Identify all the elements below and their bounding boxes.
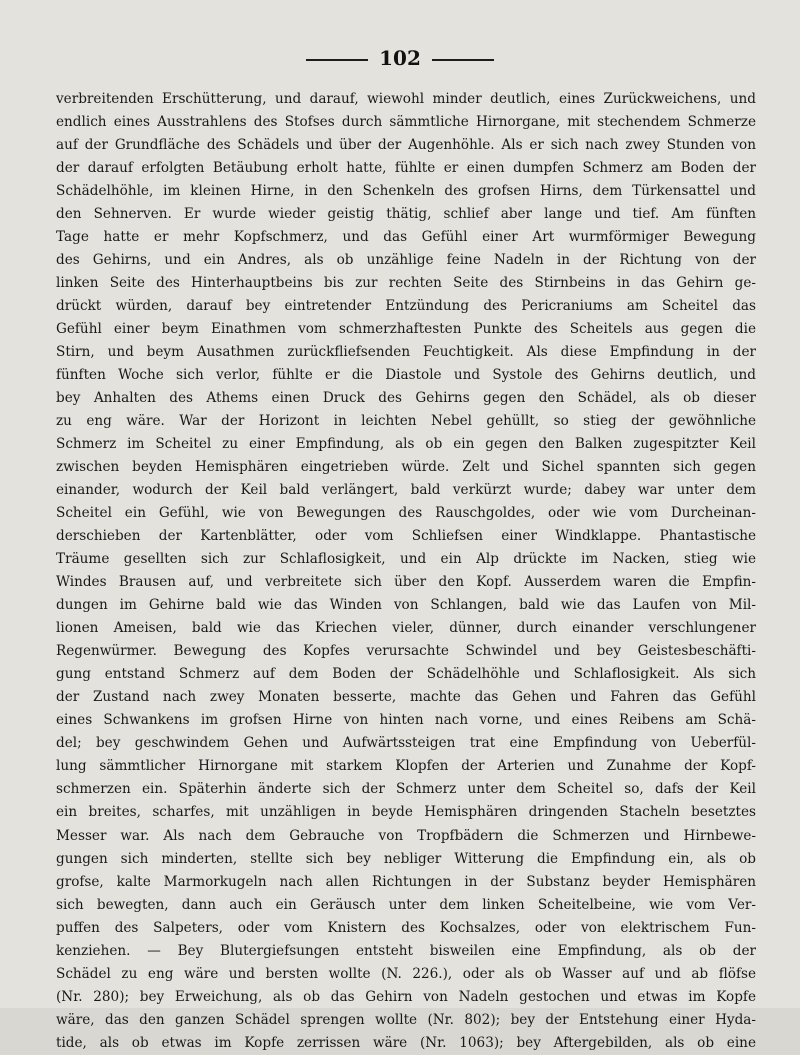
text-line: gungen sich minderten, stellte sich bey nebliger Witterung die Empfindung ein, als ob [56, 850, 756, 867]
text-line: Stirn, und beym Ausathmen zurückfliefsenden Feuchtigkeit. Als diese Empfindung in der [56, 344, 756, 361]
text-line: dungen im Gehirne bald wie das Winden von Schlangen, bald wie das Laufen von Mil- [56, 597, 756, 614]
text-line: Windes Brausen auf, und verbreitete sich über den Kopf. Ausserdem waren die Empfin- [56, 574, 756, 591]
text-line: Messer war. Als nach dem Gebrauche von Tropfbädern die Schmerzen und Hirnbewe- [56, 827, 756, 844]
text-line: zu eng wäre. War der Horizont in leichten Nebel gehüllt, so stieg der gewöhnliche [56, 413, 756, 430]
text-line: der Zustand nach zwey Monaten besserte, machte das Gehen und Fahren das Gefühl [56, 689, 756, 706]
text-line: einander, wodurch der Keil bald verlängert, bald verkürzt wurde; dabey war unter dem [56, 482, 756, 499]
text-line: grofse, kalte Marmorkugeln nach allen Richtungen in der Substanz beyder Hemisphären [56, 873, 756, 890]
text-line: linken Seite des Hinterhauptbeins bis zur rechten Seite des Stirnbeins in das Gehirn ge- [56, 275, 756, 292]
text-line: puffen des Salpeters, oder vom Knistern des Kochsalzes, oder von elektrischem Fun- [56, 919, 756, 936]
text-line: derschieben der Kartenblätter, oder vom Schliefsen einer Windklappe. Phantastische [56, 528, 756, 545]
text-line: ein breites, scharfes, mit unzähligen in beyde Hemisphären dringenden Stacheln besetztes [56, 804, 756, 821]
text-line: tide, als ob etwas im Kopfe zerrissen wäre (Nr. 1063); bey Aftergebilden, als ob eine [56, 1034, 756, 1051]
text-line: Regenwürmer. Bewegung des Kopfes verursachte Schwindel und bey Geistesbeschäfti- [56, 643, 756, 660]
body-text [56, 88, 756, 1055]
text-line: kenziehen. — Bey Blutergiefsungen entsteht bisweilen eine Empfindung, als ob der [56, 942, 756, 959]
page-header [0, 44, 800, 72]
text-line: lung sämmtlicher Hirnorgane mit starkem Klopfen der Arterien und Zunahme der Kopf- [56, 758, 756, 775]
text-line: del; bey geschwindem Gehen und Aufwärtssteigen trat eine Empfindung von Ueberfül- [56, 735, 756, 752]
text-line: zwischen beyden Hemisphären eingetrieben würde. Zelt und Sichel spannten sich gegen [56, 459, 756, 476]
text-line: Schädel zu eng wäre und bersten wollte (N. 226.), oder als ob Wasser auf und ab flöfse [56, 965, 756, 982]
text-line: der darauf erfolgten Betäubung erholt hatte, fühlte er einen dumpfen Schmerz am Boden der [56, 160, 756, 177]
header-rule-right [432, 59, 494, 61]
text-line: Gefühl einer beym Einathmen vom schmerzhaftesten Punkte des Scheitels aus gegen die [56, 321, 756, 338]
header-rule-left [306, 59, 368, 61]
text-line: Scheitel ein Gefühl, wie von Bewegungen des Rauschgoldes, oder wie vom Durcheinan- [56, 505, 756, 522]
text-line: Tage hatte er mehr Kopfschmerz, und das Gefühl einer Art wurmförmiger Bewegung [56, 229, 756, 246]
text-line: den Sehnerven. Er wurde wieder geistig thätig, schlief aber lange und tief. Am fünften [56, 206, 756, 223]
text-line: (Nr. 280); bey Erweichung, als ob das Gehirn von Nadeln gestochen und etwas im Kopfe [56, 988, 756, 1005]
text-line: Schmerz im Scheitel zu einer Empfindung, als ob ein gegen den Balken zugespitzter Keil [56, 436, 756, 453]
text-line: verbreitenden Erschütterung, und darauf, wiewohl minder deutlich, eines Zurückweichens, und [56, 91, 756, 107]
text-line: des Gehirns, und ein Andres, als ob unzählige feine Nadeln in der Richtung von der [56, 252, 756, 269]
text-line: auf der Grundfläche des Schädels und über der Augenhöhle. Als er sich nach zwey Stunden von [56, 137, 756, 154]
text-line: gung entstand Schmerz auf dem Boden der Schädelhöhle und Schlaflosigkeit. Als sich [56, 666, 756, 683]
text-line: Schädelhöhle, im kleinen Hirne, in den Schenkeln des grofsen Hirns, dem Türkensattel und [56, 183, 756, 200]
text-line: fünften Woche sich verlor, fühlte er die Diastole und Systole des Gehirns deutlich, und [56, 367, 756, 384]
text-line: eines Schwankens im grofsen Hirne von hinten nach vorne, und eines Reibens am Schä- [56, 712, 756, 729]
text-line: wäre, das den ganzen Schädel sprengen wollte (Nr. 802); bey der Entstehung einer Hyda- [56, 1011, 756, 1028]
text-line: Träume gesellten sich zur Schlaflosigkeit, und ein Alp drückte im Nacken, stieg wie [56, 551, 756, 568]
text-line: drückt würden, darauf bey eintretender Entzündung des Pericraniums am Scheitel das [56, 298, 756, 315]
text-line: sich bewegten, dann auch ein Geräusch unter dem linken Scheitelbeine, wie vom Ver- [56, 896, 756, 913]
text-line: bey Anhalten des Athems einen Druck des Gehirns gegen den Schädel, als ob dieser [56, 390, 756, 407]
page-number: 102 [379, 46, 421, 70]
text-line: lionen Ameisen, bald wie das Kriechen vieler, dünner, durch einander verschlungener [56, 620, 756, 637]
text-line: schmerzen ein. Späterhin änderte sich der Schmerz unter dem Scheitel so, dafs der Keil [56, 781, 756, 798]
text-line: endlich eines Ausstrahlens des Stofses durch sämmtliche Hirnorgane, mit stechendem Schmerze [56, 114, 756, 131]
